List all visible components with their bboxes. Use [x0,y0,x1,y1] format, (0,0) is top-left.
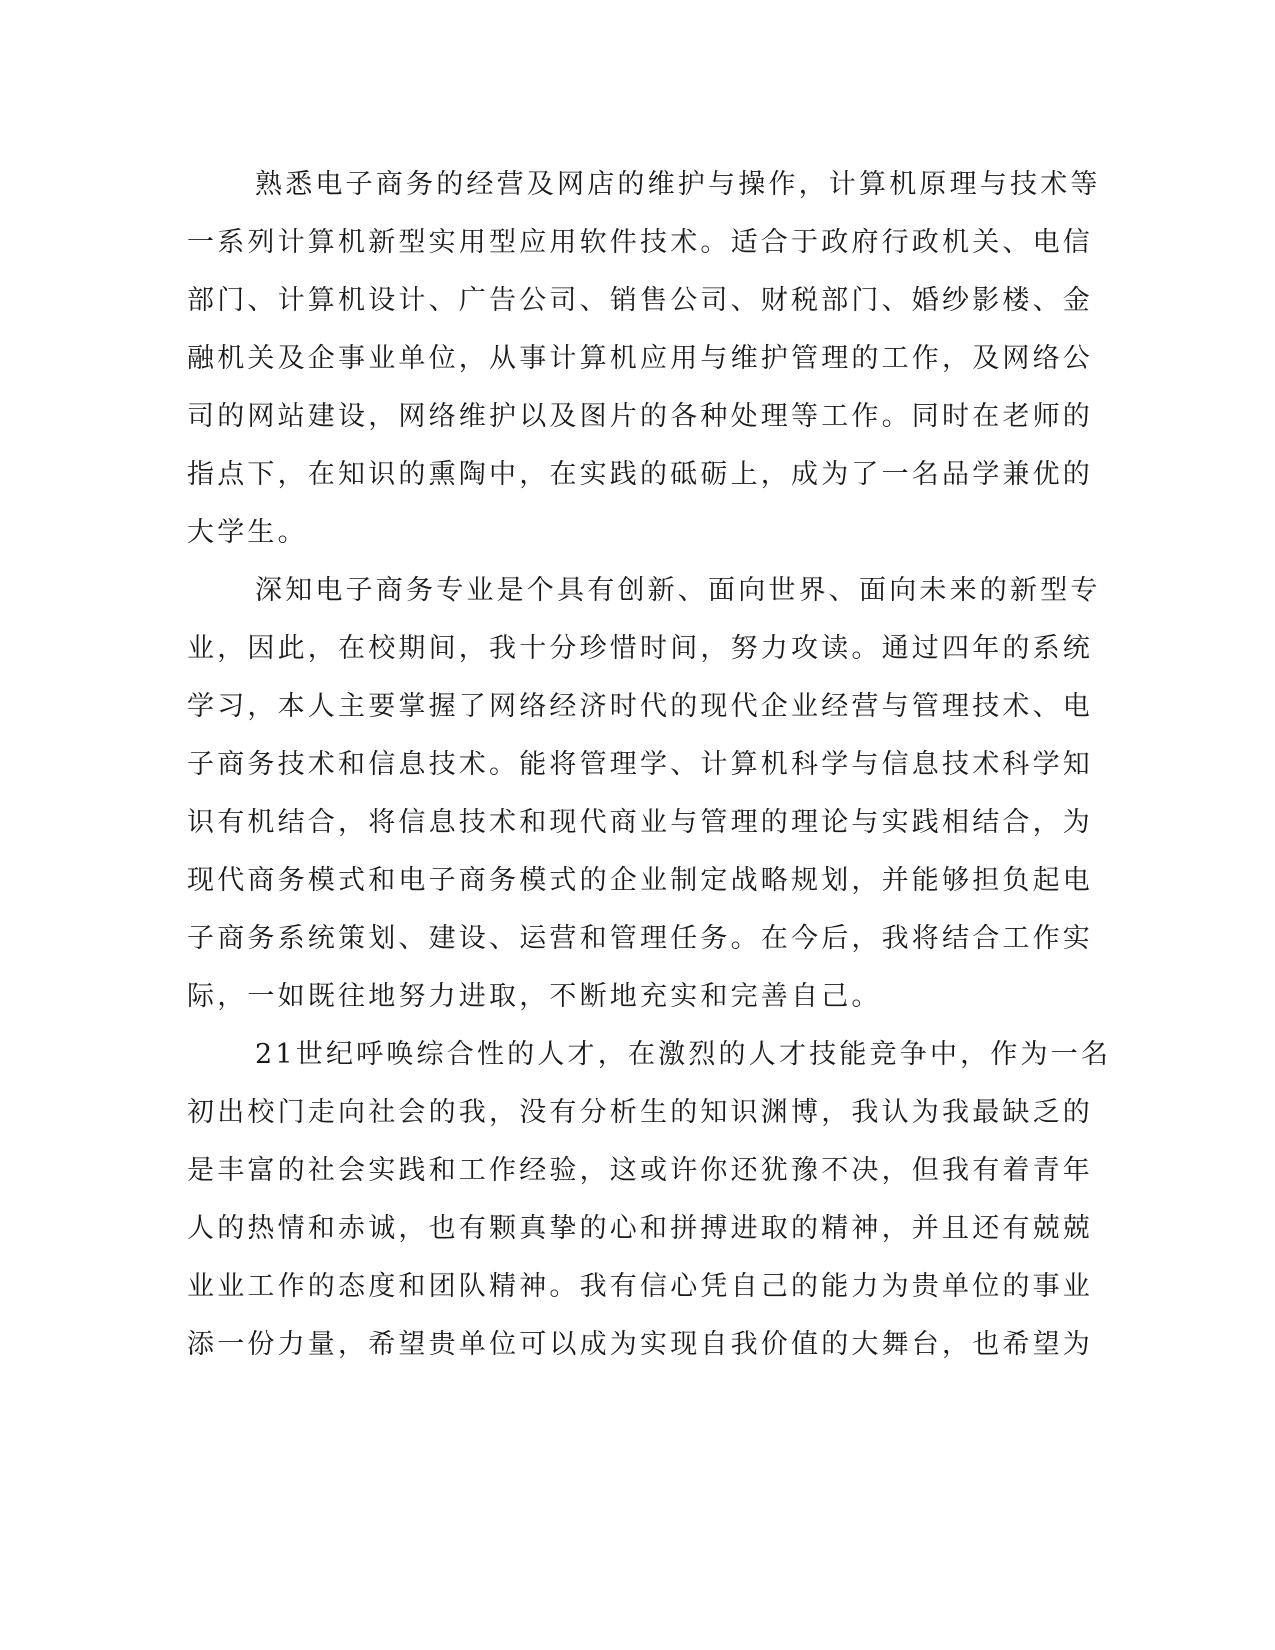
text-line: 子商务系统策划、建设、运营和管理任务。在今后，我将结合工作实 [187,923,1093,954]
text-line: 一系列计算机新型实用型应用软件技术。适合于政府行政机关、电信 [187,227,1093,258]
text-line: 是丰富的社会实践和工作经验，这或许你还犹豫不决，但我有着青年 [187,1155,1093,1186]
text-line: 21世纪呼唤综合性的人才，在激烈的人才技能竞争中，作为一名 [255,1039,1112,1070]
text-line: 指点下，在知识的熏陶中，在实践的砥砺上，成为了一名品学兼优的 [187,459,1093,490]
text-line: 现代商务模式和电子商务模式的企业制定战略规划，并能够担负起电 [187,865,1093,896]
text-line: 司的网站建设，网络维护以及图片的各种处理等工作。同时在老师的 [187,401,1093,432]
text-line: 初出校门走向社会的我，没有分析生的知识渊博，我认为我最缺乏的 [187,1097,1093,1128]
text-line: 际，一如既往地努力进取，不断地充实和完善自己。 [187,981,882,1012]
text-line: 业业工作的态度和团队精神。我有信心凭自己的能力为贵单位的事业 [187,1271,1093,1302]
text-line: 深知电子商务专业是个具有创新、面向世界、面向未来的新型专 [255,575,1101,606]
text-line: 人的热情和赤诚，也有颗真挚的心和拼搏进取的精神，并且还有兢兢 [187,1213,1093,1244]
text-line: 融机关及企事业单位，从事计算机应用与维护管理的工作，及网络公 [187,343,1093,374]
text-line: 熟悉电子商务的经营及网店的维护与操作，计算机原理与技术等 [255,169,1101,200]
text-line: 识有机结合，将信息技术和现代商业与管理的理论与实践相结合，为 [187,807,1093,838]
text-line: 大学生。 [187,517,308,548]
text-line: 添一份力量，希望贵单位可以成为实现自我价值的大舞台，也希望为 [187,1329,1093,1360]
text-line: 部门、计算机设计、广告公司、销售公司、财税部门、婚纱影楼、金 [187,285,1093,316]
text-line: 业，因此，在校期间，我十分珍惜时间，努力攻读。通过四年的系统 [187,633,1093,664]
text-line: 学习，本人主要掌握了网络经济时代的现代企业经营与管理技术、电 [187,691,1093,722]
text-line: 子商务技术和信息技术。能将管理学、计算机科学与信息技术科学知 [187,749,1093,780]
